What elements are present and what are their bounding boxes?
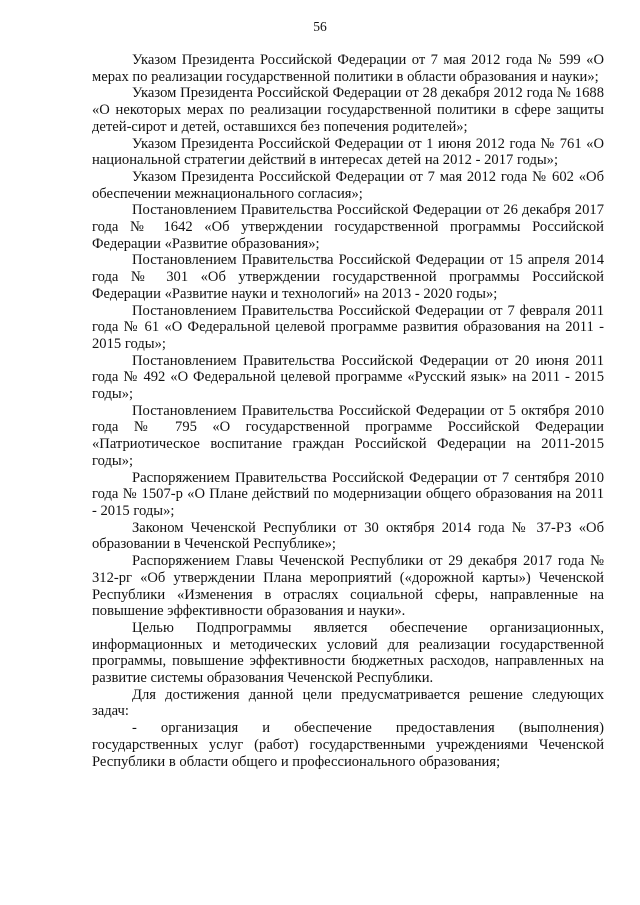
paragraph: Постановлением Правительства Российской Федерации от 20 июня 2011 года № 492 «О Федеральной целевой программе «Русский язык» на 2011 - 2015 годы»;: [92, 352, 604, 403]
paragraph: Указом Президента Российской Федерации от 28 декабря 2012 года № 1688 «О некоторых мерах по реализации государственной политики в сфере защиты детей-сирот и детей, оставшихся без попечения родителей»;: [92, 85, 604, 135]
paragraph: Распоряжением Правительства Российской Федерации от 7 сентября 2010 года № 1507-р «О Плане действий по модернизации общего образования на 2011 - 2015 годы»;: [92, 469, 604, 519]
paragraph: Указом Президента Российской Федерации от 7 мая 2012 года № 602 «Об обеспечении межнационального согласия»;: [92, 168, 604, 202]
list-item: - организация и обеспечение предоставления (выполнения) государственных услуг (работ) государственными учреждениями Чеченской Республики в области общего и профессионального образования;: [92, 720, 604, 770]
paragraph: Указом Президента Российской Федерации от 7 мая 2012 года № 599 «О мерах по реализации государственной политики в области образования и науки»;: [92, 52, 604, 85]
page-number: 56: [313, 19, 327, 34]
paragraph: Распоряжением Главы Чеченской Республики от 29 декабря 2017 года № 312-рг «Об утверждении Плана мероприятий («дорожной карты») Чеченской Республики «Изменения в отраслях социальной сферы, направленные на повышение эффективности образования и науки».: [92, 553, 604, 620]
document-body: [92, 52, 604, 770]
paragraph: Постановлением Правительства Российской Федерации от 7 февраля 2011 года № 61 «О Федеральной целевой программе развития образования на 2011 - 2015 годы»;: [92, 302, 604, 352]
paragraph: Для достижения данной цели предусматривается решение следующих задач:: [92, 686, 604, 720]
paragraph: Постановлением Правительства Российской Федерации от 26 декабря 2017 года № 1642 «Об утверждении государственной программы Российской Федерации «Развитие образования»;: [92, 202, 604, 252]
paragraph: Постановлением Правительства Российской Федерации от 5 октября 2010 года № 795 «О государственной программе Российской Федерации «Патриотическое воспитание граждан Российской Федерации на 2011-2015 годы»;: [92, 402, 604, 469]
paragraph: Законом Чеченской Республики от 30 октября 2014 года № 37-РЗ «Об образовании в Чеченской Республике»;: [92, 519, 604, 553]
paragraph: Целью Подпрограммы является обеспечение организационных, информационных и методических условий для реализации государственной программы, повышение эффективности бюджетных расходов, направленных на развитие системы образования Чеченской Республики.: [92, 619, 604, 687]
paragraph: Постановлением Правительства Российской Федерации от 15 апреля 2014 года № 301 «Об утверждении государственной программы Российской Федерации «Развитие науки и технологий» на 2013 - 2020 годы»;: [92, 252, 604, 302]
paragraph: Указом Президента Российской Федерации от 1 июня 2012 года № 761 «О национальной стратегии действий в интересах детей на 2012 - 2017 годы»;: [92, 135, 604, 169]
